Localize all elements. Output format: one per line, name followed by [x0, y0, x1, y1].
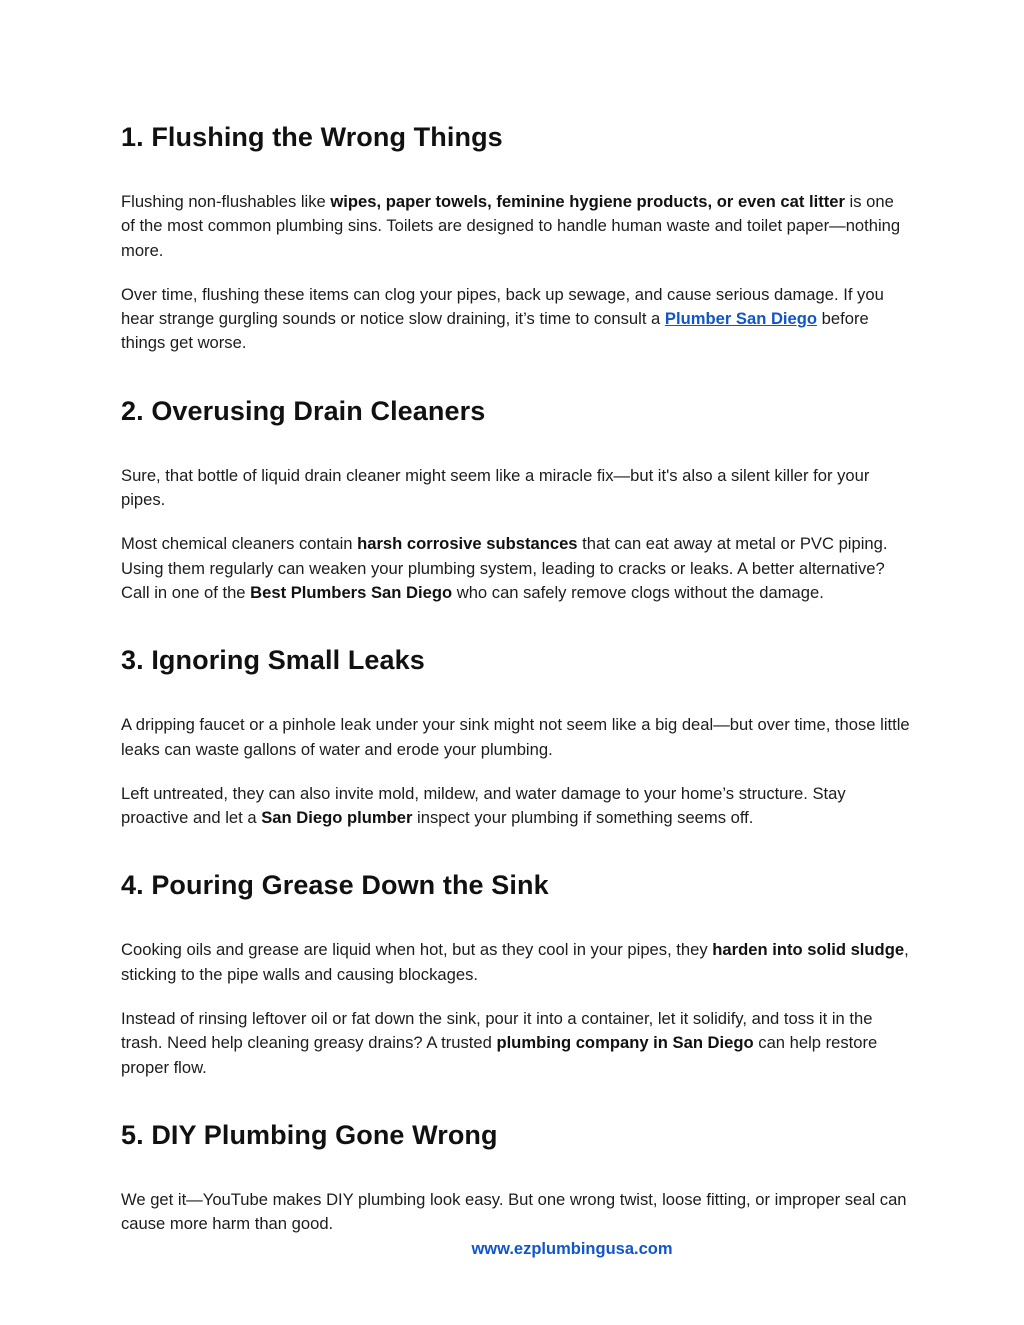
bold-text: plumbing company in San Diego	[496, 1033, 754, 1053]
text-run: A dripping faucet or a pinhole leak under your sink might not seem like a big deal—but over time, those little leaks can waste gallons of water and erode your plumbing.	[121, 715, 910, 759]
plumber-san-diego-link[interactable]: Plumber San Diego	[664, 309, 818, 329]
text-run: that can eat away at metal or PVC piping. Using them regularly can weaken your plumbing system, leading to cracks or leaks. A better alternative? Call in one of the	[121, 534, 888, 602]
bold-text: San Diego plumber	[261, 808, 413, 828]
bold-text: wipes, paper towels, feminine hygiene products, or even cat litter	[330, 192, 845, 211]
text-run: Most chemical cleaners contain	[121, 534, 358, 554]
text-run: who can safely remove clogs without the damage.	[452, 582, 824, 602]
paragraph	[121, 1188, 911, 1237]
bold-text: harsh corrosive substances	[357, 534, 578, 554]
section-heading: 1. Flushing the Wrong Things	[121, 122, 503, 152]
paragraph	[121, 532, 911, 605]
paragraph	[121, 190, 911, 263]
section-small-leaks	[121, 641, 911, 830]
section-heading: 4. Pouring Grease Down the Sink	[121, 870, 549, 901]
section-flushing	[121, 118, 911, 356]
paragraph	[121, 283, 911, 356]
section-grease	[121, 866, 911, 1079]
text-run: Flushing non-flushables like	[121, 192, 331, 211]
paragraph	[121, 782, 911, 831]
text-run: is one of the most common plumbing sins. Toilets are designed to handle human waste and toilet paper—nothing more.	[121, 192, 901, 260]
section-heading: 2. Overusing Drain Cleaners	[121, 395, 486, 426]
text-run: inspect your plumbing if something seems off.	[412, 808, 754, 828]
text-run: , sticking to the pipe walls and causing blockages.	[121, 940, 909, 984]
footer-website-link[interactable]: www.ezplumbingusa.com	[471, 1240, 673, 1258]
text-run: We get it—YouTube makes DIY plumbing look easy. But one wrong twist, loose fitting, or improper seal can cause more harm than good.	[121, 1189, 907, 1234]
text-run: Instead of rinsing leftover oil or fat down the sink, pour it into a container, let it solidify, and toss it in the trash. Need help cleaning greasy drains? A trusted	[121, 1009, 873, 1053]
section-heading: 3. Ignoring Small Leaks	[121, 645, 425, 676]
paragraph	[121, 1007, 911, 1080]
section-diy	[121, 1116, 911, 1237]
text-run: before things get worse.	[121, 309, 869, 353]
paragraph	[121, 938, 911, 987]
bold-text: harden into solid sludge	[712, 940, 905, 960]
text-run: Cooking oils and grease are liquid when hot, but as they cool in your pipes, they	[121, 940, 713, 960]
text-run: Sure, that bottle of liquid drain cleaner might seem like a miracle fix—but it's also a silent killer for your pipes.	[121, 465, 870, 510]
paragraph	[121, 713, 911, 762]
paragraph	[121, 464, 911, 513]
text-run: can help restore proper flow.	[121, 1033, 878, 1077]
section-drain-cleaners	[121, 392, 911, 605]
document-body	[121, 118, 911, 1237]
bold-text: Best Plumbers San Diego	[250, 582, 453, 602]
text-run: Over time, flushing these items can clog your pipes, back up sewage, and cause serious damage. If you hear strange gurgling sounds or notice slow draining, it’s time to consult a	[121, 284, 884, 329]
section-heading: 5. DIY Plumbing Gone Wrong	[121, 1119, 498, 1150]
text-run: Left untreated, they can also invite mold, mildew, and water damage to your home’s structure. Stay proactive and let a	[121, 783, 846, 828]
